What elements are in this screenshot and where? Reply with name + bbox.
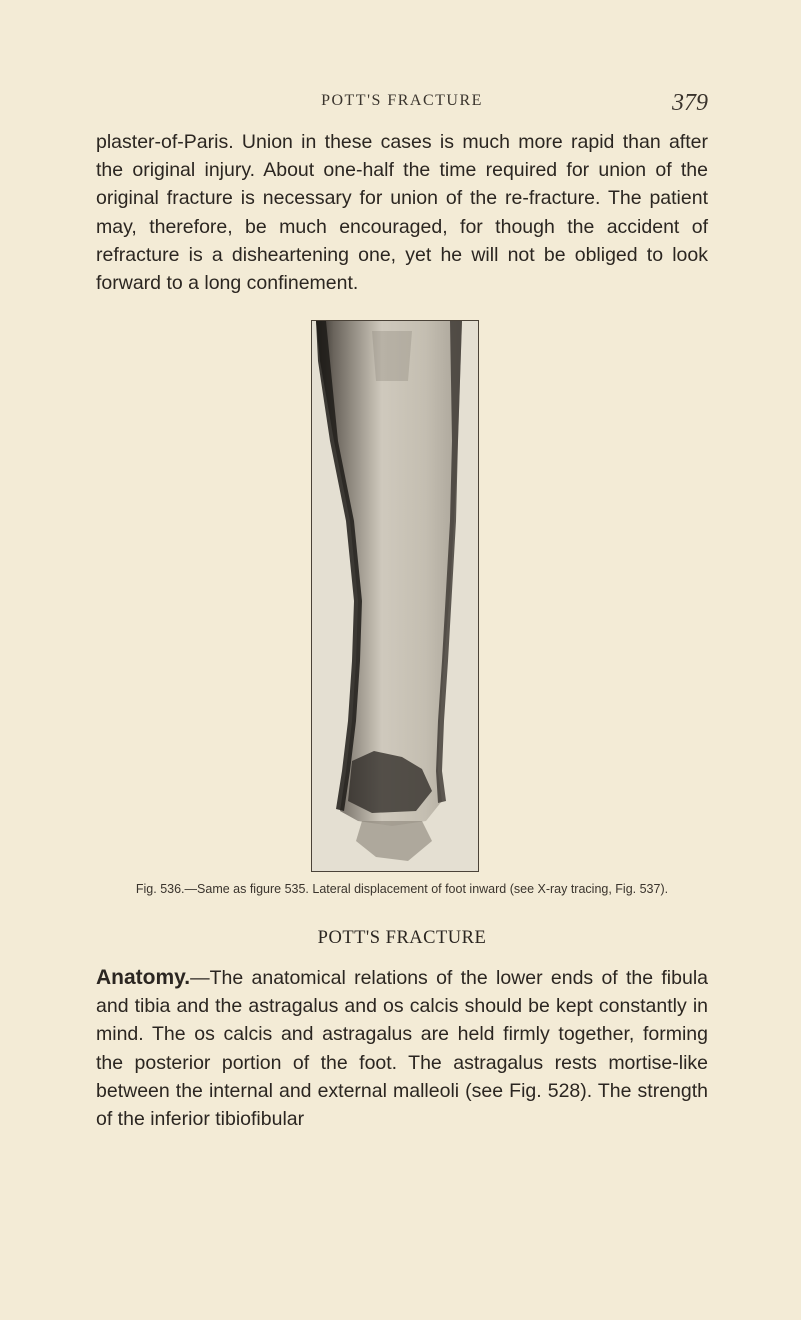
body-paragraph-top: plaster-of-Paris. Union in these cases is much more rapid than after the original injury. About one-half the time required for union of the original fracture is necessary for union of the re-fracture. The patient may, therefore, be much encouraged, for though the accident of refracture is a disheartening one, yet he will not be obliged to look forward to a long confinement. [96, 131, 708, 295]
body-paragraph-anatomy [96, 964, 708, 1133]
paragraph-body-text: —The anatomical relations of the lower ends of the fibula and tibia and the astragalus and os calcis should be kept constantly in mind. The os calcis and astragalus are held firmly together, forming the posterior portion of the foot. The astragalus rests mortise-like between the internal and external malleoli (see Fig. 528). The strength of the inferior tibiofibular [96, 967, 708, 1131]
figure-caption: Fig. 536.—Same as figure 535. Lateral displacement of foot inward (see X-ray tracing, Fig. 537). [135, 882, 669, 896]
page-header [96, 90, 708, 120]
page-number: 379 [672, 90, 708, 116]
paragraph-lead-term: Anatomy. [96, 966, 191, 989]
leg-illustration [312, 321, 479, 872]
section-heading: POTT'S FRACTURE [317, 928, 487, 948]
leg-photograph [311, 320, 479, 872]
running-head: POTT'S FRACTURE [321, 92, 483, 109]
